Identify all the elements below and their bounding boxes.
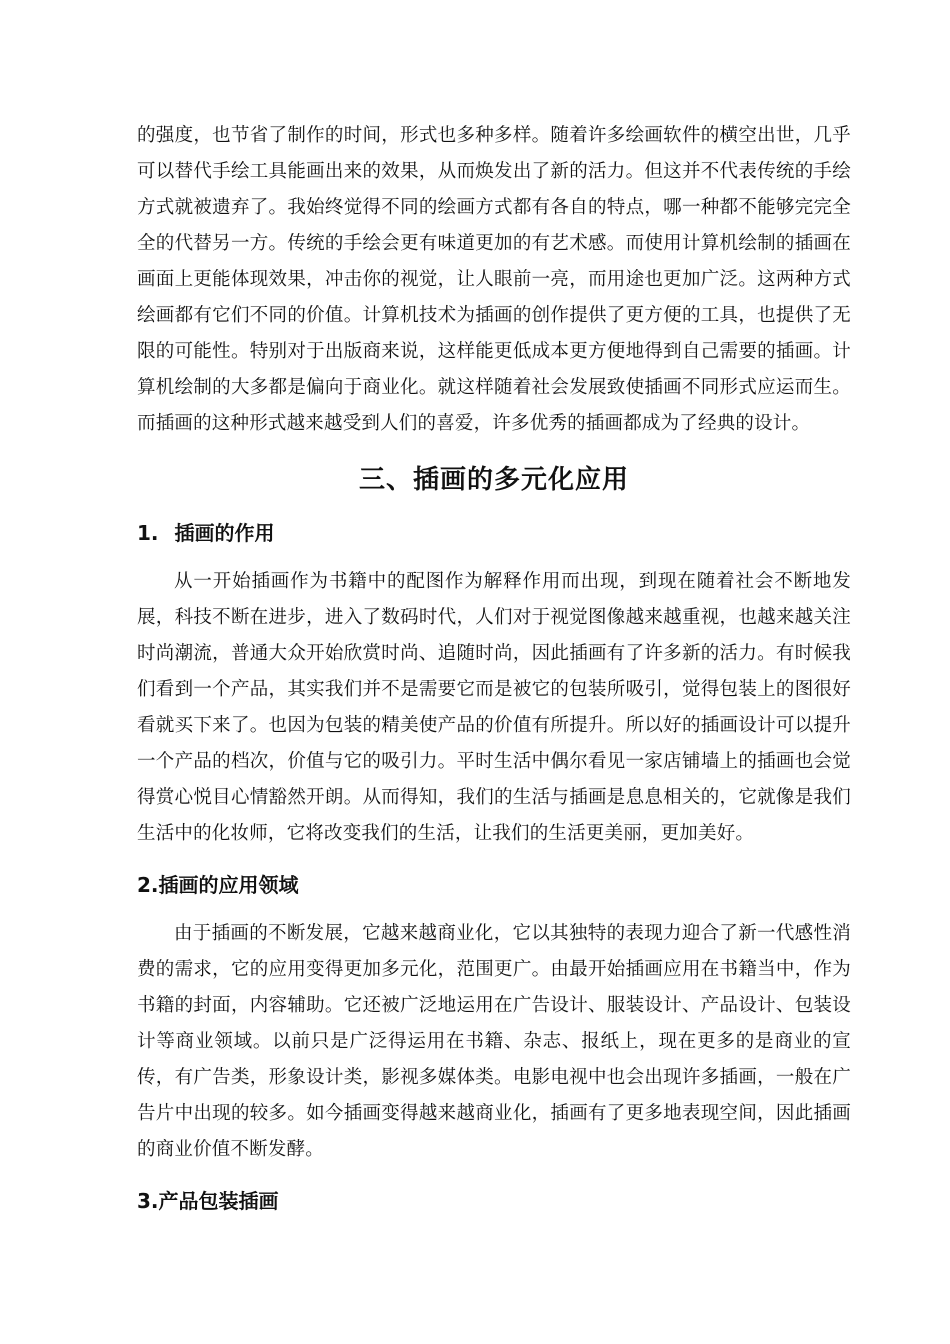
document-page <box>137 118 851 1226</box>
subsection-1-title: 插画的作用 <box>174 521 275 545</box>
section-title: 三、插画的多元化应用 <box>358 465 629 495</box>
subsection-1-heading <box>137 508 851 558</box>
intro-paragraph: 的强度，也节省了制作的时间，形式也多种多样。随着许多绘画软件的横空出世，几乎可以替代手绘工具能画出来的效果，从而焕发出了新的活力。但这并不代表传统的手绘方式就被遗弃了。我始终觉得不同的绘画方式都有各自的特点，哪一种都不能够完完全全的代替另一方。传统的手绘会更有味道更加的有艺术感。而使用计算机绘制的插画在画面上更能体现效果，冲击你的视觉，让人眼前一亮，而用途也更加广泛。这两种方式绘画都有它们不同的价值。计算机技术为插画的创作提供了更方便的工具，也提供了无限的可能性。特别对于出版商来说，这样能更低成本更方便地得到自己需要的插画。计算机绘制的大多都是偏向于商业化。就这样随着社会发展致使插画不同形式应运而生。而插画的这种形式越来越受到人们的喜爱，许多优秀的插画都成为了经典的设计。 <box>137 125 851 434</box>
subsection-1-paragraph: 从一开始插画作为书籍中的配图作为解释作用而出现，到现在随着社会不断地发展，科技不断在进步，进入了数码时代，人们对于视觉图像越来越重视，也越来越关注时尚潮流，普通大众开始欣赏时尚、追随时尚，因此插画有了许多新的活力。有时候我们看到一个产品，其实我们并不是需要它而是被它的包装所吸引，觉得包装上的图很好看就买下来了。也因为包装的精美使产品的价值有所提升。所以好的插画设计可以提升一个产品的档次，价值与它的吸引力。平时生活中偶尔看见一家店铺墙上的插画也会觉得赏心悦目心情豁然开朗。从而得知，我们的生活与插画是息息相关的，它就像是我们生活中的化妆师，它将改变我们的生活，让我们的生活更美丽，更加美好。 <box>137 571 851 844</box>
subsection-3-heading: 3.产品包装插画 <box>137 1189 279 1213</box>
subsection-2-paragraph: 由于插画的不断发展，它越来越商业化，它以其独特的表现力迎合了新一代感性消费的需求，它的应用变得更加多元化，范围更广。由最开始插画应用在书籍当中，作为书籍的封面，内容辅助。它还被广泛地运用在广告设计、服装设计、产品设计、包装设计等商业领域。以前只是广泛得运用在书籍、杂志、报纸上，现在更多的是商业的宣传，有广告类，形象设计类，影视多媒体类。电影电视中也会出现许多插画，一般在广告片中出现的较多。如今插画变得越来越商业化，插画有了更多地表现空间，因此插画的商业价值不断发酵。 <box>137 923 851 1160</box>
subsection-2-heading: 2.插画的应用领域 <box>137 873 299 897</box>
subsection-1-number: 1. <box>137 521 159 545</box>
